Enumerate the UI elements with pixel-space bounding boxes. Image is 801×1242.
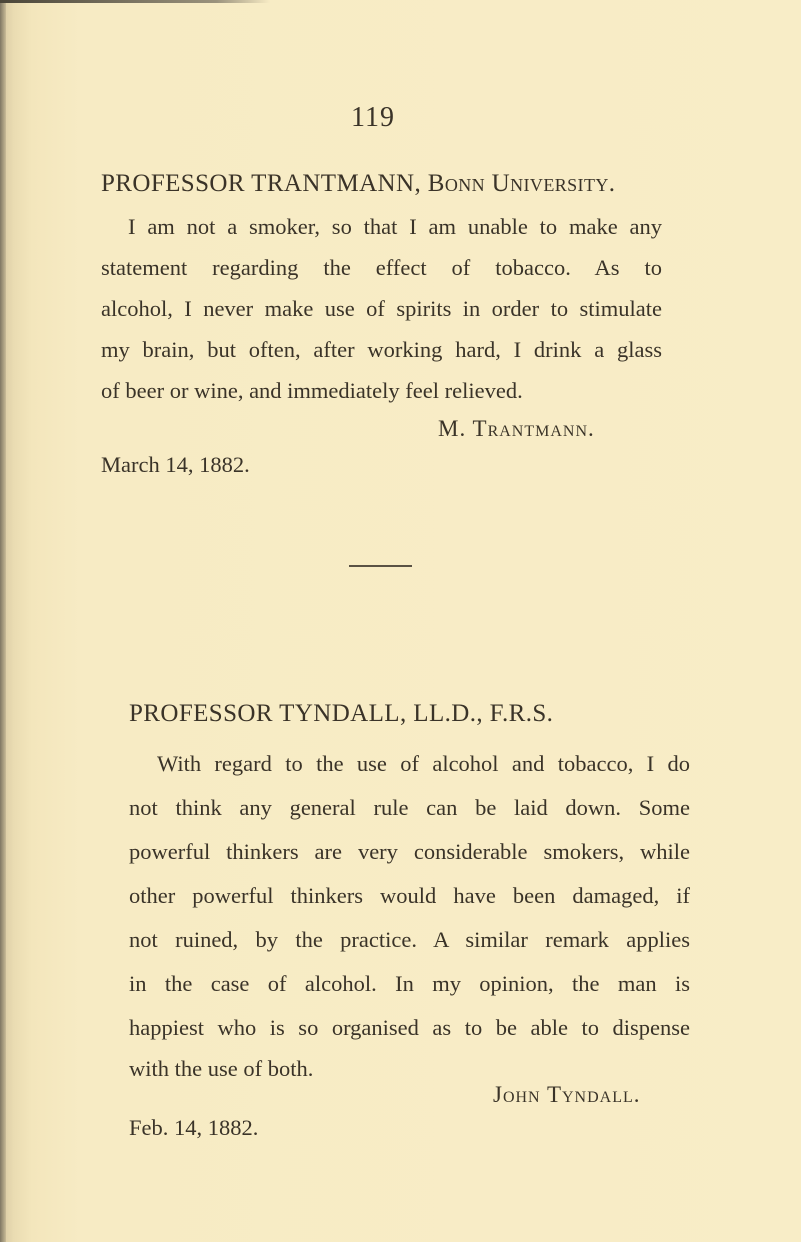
- text-line: statement regarding the effect of tobacco. As to: [101, 255, 662, 280]
- section-heading-trantmann: [101, 170, 615, 198]
- date-trantmann: March 14, 1882.: [101, 452, 250, 477]
- text-line: alcohol, I never make use of spirits in order to stimulate: [101, 296, 662, 321]
- text-line: With regard to the use of alcohol and tobacco, I do: [157, 751, 690, 776]
- text-line: not think any general rule can be laid down. Some: [129, 795, 690, 820]
- top-edge-line: [0, 0, 270, 3]
- text-line: in the case of alcohol. In my opinion, the man is: [129, 971, 690, 996]
- text-line: other powerful thinkers would have been damaged, if: [129, 883, 690, 908]
- text-line: not ruined, by the practice. A similar remark applies: [129, 927, 690, 952]
- text-line: powerful thinkers are very considerable smokers, while: [129, 839, 690, 864]
- text-line: my brain, but often, after working hard, I drink a glass: [101, 337, 662, 362]
- text-line: of beer or wine, and immediately feel relieved.: [101, 378, 523, 403]
- text-line: happiest who is so organised as to be able to dispense: [129, 1015, 690, 1040]
- page-binding-edge: [0, 0, 6, 1242]
- text-line: I am not a smoker, so that I am unable to make any: [128, 214, 662, 239]
- text-line: with the use of both.: [129, 1056, 314, 1081]
- heading-affiliation: Bonn University.: [427, 170, 616, 197]
- section-divider: [349, 565, 412, 567]
- signature-trantmann: M. Trantmann.: [438, 416, 595, 441]
- signature-tyndall: John Tyndall.: [493, 1082, 641, 1107]
- date-tyndall: Feb. 14, 1882.: [129, 1115, 259, 1140]
- page-number: 119: [351, 102, 395, 133]
- section-heading-tyndall: PROFESSOR TYNDALL, LL.D., F.R.S.: [129, 700, 554, 727]
- heading-name: PROFESSOR TRANTMANN,: [101, 170, 428, 197]
